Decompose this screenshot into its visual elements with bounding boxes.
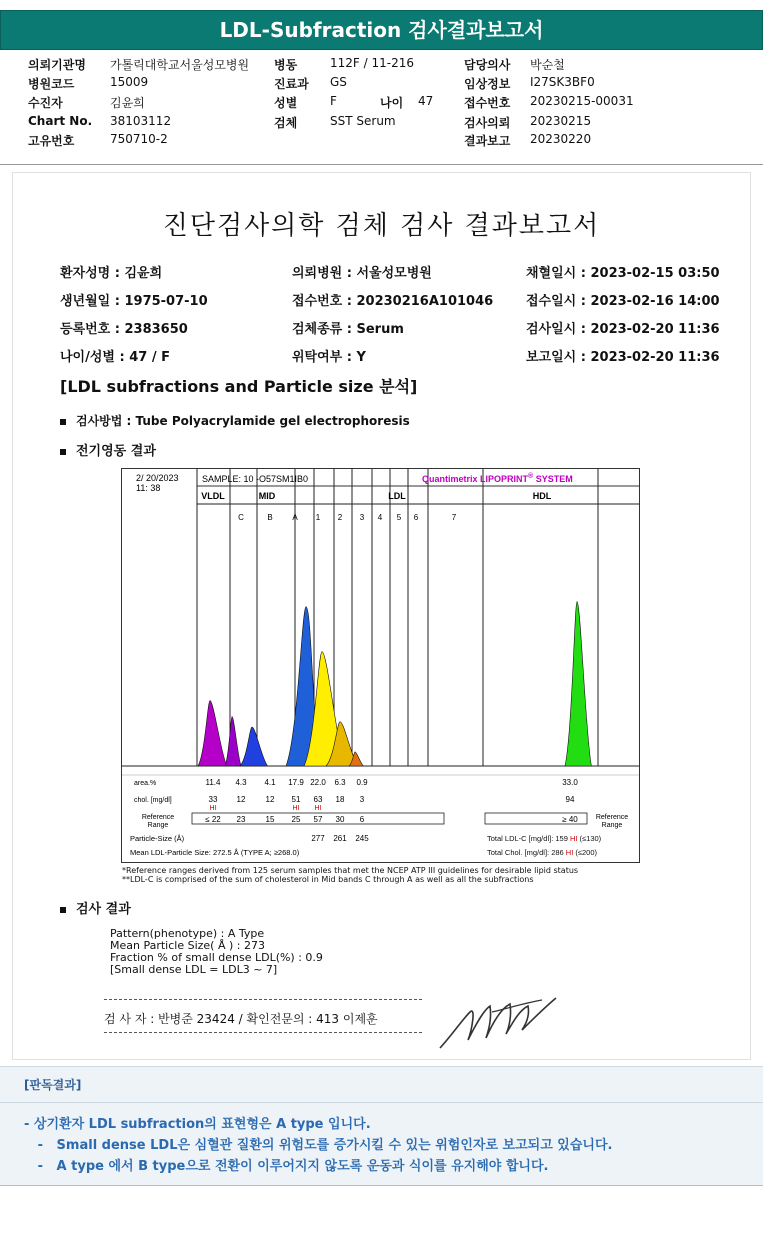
header-value: F xyxy=(330,94,337,108)
ps-value: 277 xyxy=(311,834,325,843)
area-value: 4.3 xyxy=(235,778,247,787)
group-label: LDL xyxy=(388,491,406,501)
info-field: 검사일시 : 2023-02-20 11:36 xyxy=(526,322,720,337)
report-title: 진단검사의학 검체 검사 결과보고서 xyxy=(162,211,601,241)
header-value: SST Serum xyxy=(330,114,396,128)
header-label: 고유번호 xyxy=(28,134,75,148)
info-field: 환자성명 : 김윤희 xyxy=(60,266,163,281)
chart-peak xyxy=(565,601,591,766)
section-heading: [LDL subfractions and Particle size 분석] xyxy=(60,377,418,396)
header-value: 38103112 xyxy=(110,114,172,128)
electro-line xyxy=(60,440,156,459)
method-line xyxy=(60,412,410,429)
page-title: LDL-Subfraction 검사결과보고서 xyxy=(0,10,763,50)
header-label: 담당의사 xyxy=(464,58,511,72)
bullet-icon xyxy=(60,449,66,455)
hi-flag: HI xyxy=(314,805,322,812)
ps-label: Particle-Size (Å) xyxy=(130,834,185,843)
chol-value: 3 xyxy=(359,795,365,804)
header-value: 가톨릭대학교서울성모병원 xyxy=(110,58,250,72)
header-value: 20230215 xyxy=(530,114,592,128)
chol-value: 12 xyxy=(236,795,246,804)
info-field: 채혈일시 : 2023-02-15 03:50 xyxy=(526,266,720,281)
info-field: 나이/성별 : 47 / F xyxy=(60,350,171,365)
band-label: 7 xyxy=(451,513,457,522)
header-label: 성별 xyxy=(274,96,298,110)
hi-flag: HI xyxy=(209,805,217,812)
band-label: B xyxy=(267,513,273,522)
row-label: area.% xyxy=(134,780,157,787)
result-heading-line xyxy=(60,898,131,917)
area-value: 17.9 xyxy=(288,778,304,787)
conclusion-line: - A type 에서 B type으로 전환이 이루어지지 않도록 운동과 식이를 유지해야 합니다. xyxy=(24,1159,549,1174)
band-label: 5 xyxy=(396,513,402,522)
hi-flag: HI xyxy=(292,805,300,812)
ref-hdl: ≥ 40 xyxy=(562,815,578,824)
header-value: 20230220 xyxy=(530,132,592,146)
chol-value: 18 xyxy=(335,795,345,804)
header-label: 나이 xyxy=(380,96,404,110)
conclusion-heading: [판독결과] xyxy=(24,1078,82,1092)
chart-peak xyxy=(225,716,241,766)
chol-value: 63 xyxy=(313,795,323,804)
info-field: 보고일시 : 2023-02-20 11:36 xyxy=(526,350,720,365)
info-field: 접수번호 : 20230216A101046 xyxy=(292,294,494,309)
header-label: 임상정보 xyxy=(464,77,511,91)
info-field: 등록번호 : 2383650 xyxy=(60,322,188,337)
band-label: 6 xyxy=(413,513,419,522)
chol-value: 33 xyxy=(208,795,218,804)
chart-notes xyxy=(122,866,578,884)
ref-label: Reference xyxy=(141,814,175,821)
conclusion-line: - Small dense LDL은 심혈관 질환의 위험도를 증가시킬 수 있는 위험인자로 보고되고 있습니다. xyxy=(24,1138,613,1153)
sign-divider xyxy=(104,1032,422,1033)
row-label: chol. [mg/dl] xyxy=(134,797,172,804)
note-line: **LDL-C is comprised of the sum of cholesterol in Mid bands C through A as well as all the subfractions xyxy=(122,875,534,884)
conclusion-line: - 상기환자 LDL subfraction의 표현형은 A type 입니다. xyxy=(24,1117,371,1132)
footer-divider xyxy=(0,1185,763,1186)
area-value: 0.9 xyxy=(356,778,368,787)
mean-size: Mean LDL-Particle Size: 272.5 Å (TYPE A; ≥268.0) xyxy=(130,848,300,857)
chol-value: 51 xyxy=(291,795,301,804)
header-value: 20230215-00031 xyxy=(530,94,634,108)
header-value: 47 xyxy=(418,94,434,108)
header-label: 진료과 xyxy=(274,77,309,91)
info-field: 생년월일 : 1975-07-10 xyxy=(60,294,208,309)
header-label: 접수번호 xyxy=(464,96,511,110)
result-block xyxy=(110,928,323,976)
ref-value: ≤ 22 xyxy=(205,815,221,824)
result-line: Fraction % of small dense LDL(%) : 0.9 xyxy=(110,951,323,964)
method-text: 검사방법 : Tube Polyacrylamide gel electrophoresis xyxy=(76,414,410,428)
band-label: 3 xyxy=(359,513,365,522)
note-line: *Reference ranges derived from 125 serum samples that met the NCEP ATP III guidelines for desirable lipid status xyxy=(122,866,579,875)
header-label: 병원코드 xyxy=(28,77,75,91)
ref-value: 57 xyxy=(313,815,323,824)
header-label: 검체 xyxy=(274,116,298,130)
ref-value: 15 xyxy=(265,815,275,824)
info-field: 검체종류 : Serum xyxy=(292,322,404,337)
info-field: 의뢰병원 : 서울성모병원 xyxy=(292,266,432,281)
header-label: 병동 xyxy=(274,58,298,72)
chart-peak xyxy=(198,701,227,766)
chart-date: 2/ 20/2023 xyxy=(136,473,179,483)
total-chol: Total Chol. [mg/dl]: 286 HI (≤200) xyxy=(487,848,598,857)
header-label: 검사의뢰 xyxy=(464,116,511,130)
header-value: 112F / 11-216 xyxy=(330,56,414,70)
band-label: 2 xyxy=(337,513,343,522)
band-label: A xyxy=(292,513,298,522)
electrophoresis-chart xyxy=(121,468,640,863)
sign-divider xyxy=(104,999,422,1000)
info-field: 접수일시 : 2023-02-16 14:00 xyxy=(526,294,720,309)
bullet-icon xyxy=(60,907,66,913)
area-value: 33.0 xyxy=(562,778,578,787)
header-value: 김윤희 xyxy=(110,96,145,110)
area-value: 11.4 xyxy=(205,778,221,787)
header-label: 결과보고 xyxy=(464,134,511,148)
conclusion-divider xyxy=(0,1102,763,1103)
chol-value: 94 xyxy=(565,795,575,804)
signature-image xyxy=(432,990,562,1055)
group-label: VLDL xyxy=(201,491,225,501)
area-value: 22.0 xyxy=(310,778,326,787)
chart-peak xyxy=(240,727,268,766)
ref-value: 30 xyxy=(335,815,345,824)
header-value: 15009 xyxy=(110,75,149,89)
area-value: 6.3 xyxy=(334,778,346,787)
result-line: Pattern(phenotype) : A Type xyxy=(110,927,265,940)
result-line: [Small dense LDL = LDL3 ~ 7] xyxy=(110,963,278,976)
band-label: 1 xyxy=(315,513,321,522)
header-value: GS xyxy=(330,75,347,89)
header-info xyxy=(0,0,763,160)
header-label: 의뢰기관명 xyxy=(28,58,86,72)
header-value: I27SK3BF0 xyxy=(530,75,595,89)
band-label: C xyxy=(238,513,244,522)
header-label: Chart No. xyxy=(28,114,93,128)
result-heading: 검사 결과 xyxy=(76,902,131,917)
ref-value: 23 xyxy=(236,815,246,824)
chol-value: 12 xyxy=(265,795,275,804)
result-line: Mean Particle Size( Å ) : 273 xyxy=(110,939,265,952)
header-value: 750710-2 xyxy=(110,132,168,146)
ref-label-r: Range xyxy=(601,822,623,829)
chart-time: 11: 38 xyxy=(136,483,161,493)
total-ldl: Total LDL-C [mg/dl]: 159 HI (≤130) xyxy=(487,834,602,843)
ps-value: 261 xyxy=(333,834,347,843)
signoff-text: 검 사 자 : 반병준 23424 / 확인전문의 : 413 이제훈 xyxy=(104,1012,378,1026)
header-label: 수진자 xyxy=(28,96,63,110)
chart-brand: Quantimetrix LIPOPRINT® SYSTEM xyxy=(422,473,573,484)
ref-value: 6 xyxy=(359,815,365,824)
group-label: HDL xyxy=(532,491,552,501)
header-value: 박순철 xyxy=(530,58,565,72)
group-label: MID xyxy=(258,491,276,501)
ref-label: Range xyxy=(147,822,169,829)
ps-value: 245 xyxy=(355,834,369,843)
info-field: 위탁여부 : Y xyxy=(292,350,366,365)
ref-value: 25 xyxy=(291,815,301,824)
ref-label-r: Reference xyxy=(595,814,629,821)
band-label: 4 xyxy=(377,513,383,522)
area-value: 4.1 xyxy=(264,778,276,787)
chart-svg xyxy=(122,469,639,862)
bullet-icon xyxy=(60,419,66,425)
header-divider xyxy=(0,164,763,165)
electro-text: 전기영동 결과 xyxy=(76,444,156,459)
chart-sample: SAMPLE: 10 -O57SM1IB0 xyxy=(202,474,309,484)
